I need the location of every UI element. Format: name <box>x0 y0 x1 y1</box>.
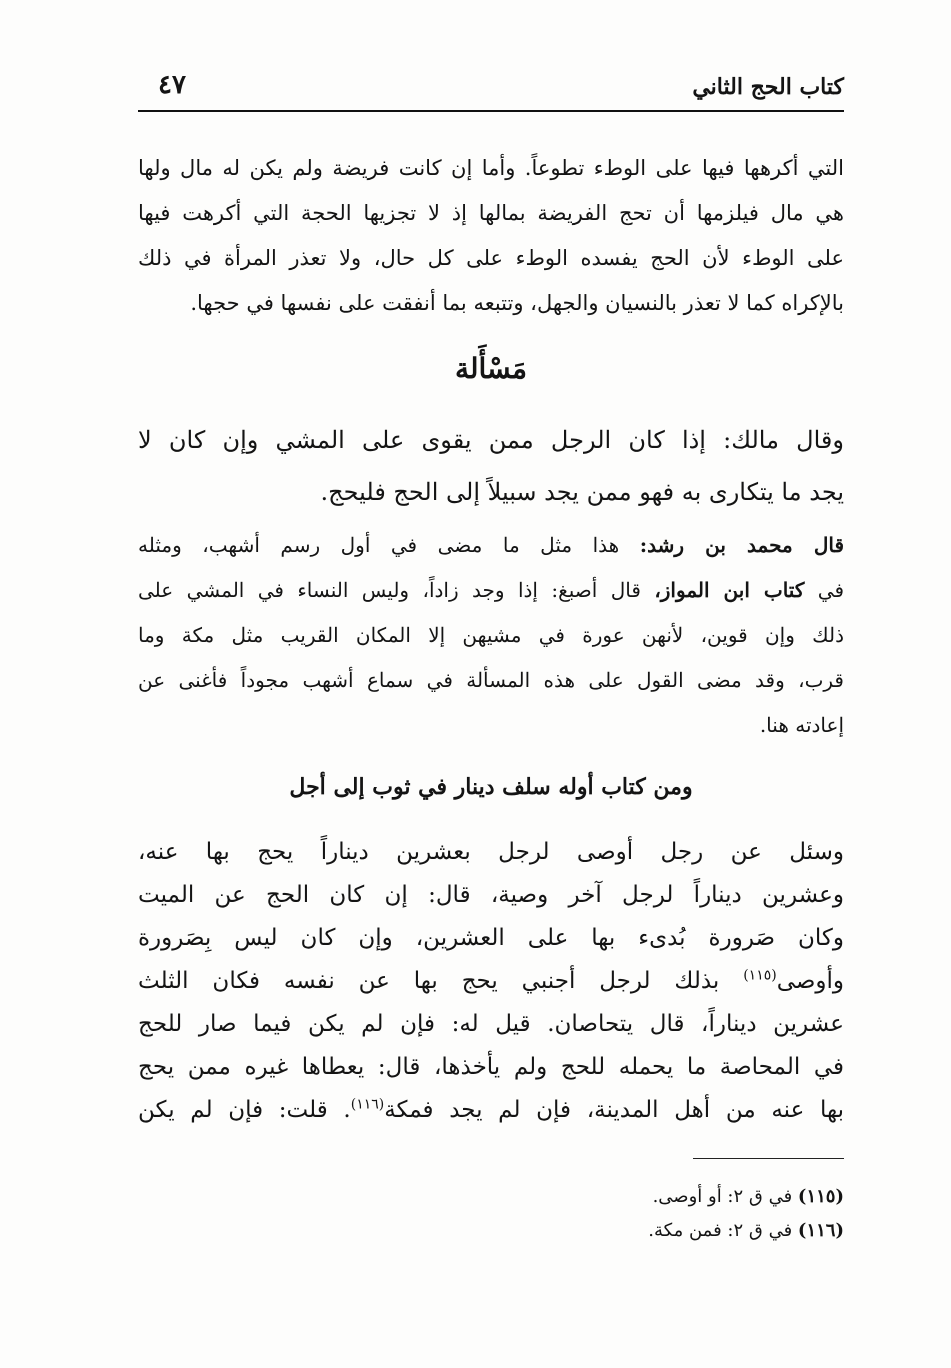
text-line <box>138 960 844 1003</box>
footnote <box>400 1214 844 1248</box>
text-line: وكان صَرورة بُدىء بها على العشرين، وإن كان ليس بِصَرورة <box>138 925 844 951</box>
text-line: عشرين ديناراً، قال يتحاصان. قيل له: فإن لم يكن فيما صار للحج <box>138 1011 844 1037</box>
footnote <box>400 1180 844 1214</box>
text-line <box>138 568 844 613</box>
text-line: إعادته هنا. <box>759 713 844 737</box>
text-line: وقال مالك: إذا كان الرجل ممن يقوى على المشي وإن كان لا <box>138 426 844 454</box>
text-line: قرب، وقد مضى القول على هذه المسألة في سماع أشهب مجوداً فأغنى عن <box>138 668 844 692</box>
page-header <box>138 70 844 112</box>
text-line: يجد ما يتكارى به فهو ممن يجد سبيلاً إلى الحج فليحج. <box>320 478 844 506</box>
book-reference: كتاب ابن المواز، <box>654 578 805 602</box>
text-span: بها عنه من أهل المدينة، فإن لم يجد فمكة <box>384 1097 844 1123</box>
text-span: قال أصبغ: إذا وجد زاداً، وليس النساء في المشي على <box>138 578 641 602</box>
text-line: وسئل عن رجل أوصى لرجل بعشرين ديناراً يحج بها عنه، <box>138 839 844 865</box>
running-head: كتاب الحج الثاني <box>692 74 844 100</box>
page-number: ٤٧ <box>158 70 186 100</box>
text-line: التي أكرهها فيها على الوطء تطوعاً. وأما إن كانت فريضة ولم يكن له مال ولها <box>138 156 844 180</box>
footnote-text: في ق ٢: أو أوصى. <box>652 1186 793 1207</box>
text-line: في المحاصة ما يحمله للحج ولم يأخذها، قال: يعطاها غيره ممن يحج <box>138 1054 844 1080</box>
footnote-text: في ق ٢: فمن مكة. <box>648 1220 793 1241</box>
text-span: وأوصى <box>776 968 845 994</box>
footnote-divider <box>693 1158 844 1159</box>
footnote-ref: (١١٥) <box>743 967 777 984</box>
paragraph-4 <box>138 831 844 1132</box>
text-line: وعشرين ديناراً لرجل آخر وصية، قال: إن كان الحج عن الميت <box>138 882 844 908</box>
footnote-number: (١١٦) <box>797 1220 844 1241</box>
text-span: بذلك لرجل أجنبي يحج بها عن نفسه فكان الثلث <box>138 968 720 994</box>
text-line: هي مال فيلزمها أن تحج الفريضة بمالها إذ لا تجزيها الحجة التي أكرهت فيها <box>138 201 844 225</box>
footnote-number: (١١٥) <box>797 1186 844 1207</box>
text-span: . قلت: فإن لم يكن <box>138 1097 351 1123</box>
author-lead: قال محمد بن رشد: <box>639 533 845 557</box>
text-span: هذا مثل ما مضى في أول رسم أشهب، ومثله <box>138 533 620 557</box>
text-line: بالإكراه كما لا تعذر بالنسيان والجهل، وتتبعه بما أنفقت على نفسها في حجها. <box>190 291 844 315</box>
footnote-ref: (١١٦) <box>350 1096 385 1113</box>
section-title: ومن كتاب أوله سلف دينار في ثوب إلى أجل <box>289 774 693 800</box>
text-span: في <box>817 578 845 602</box>
footnotes <box>400 1180 844 1248</box>
paragraph-3 <box>138 523 844 748</box>
text-line: ذلك وإن قوين، لأنهن عورة في مشيهن إلا المكان القريب مثل مكة وما <box>138 623 844 647</box>
masala-heading: مَسْأَلة <box>454 352 528 385</box>
paragraph-2 <box>138 414 844 518</box>
text-line <box>138 523 844 568</box>
text-line <box>138 1089 844 1132</box>
paragraph-1 <box>138 146 844 326</box>
text-line: على الوطء لأن الحج يفسده الوطء على كل حال، ولا تعذر المرأة في ذلك <box>138 246 844 270</box>
